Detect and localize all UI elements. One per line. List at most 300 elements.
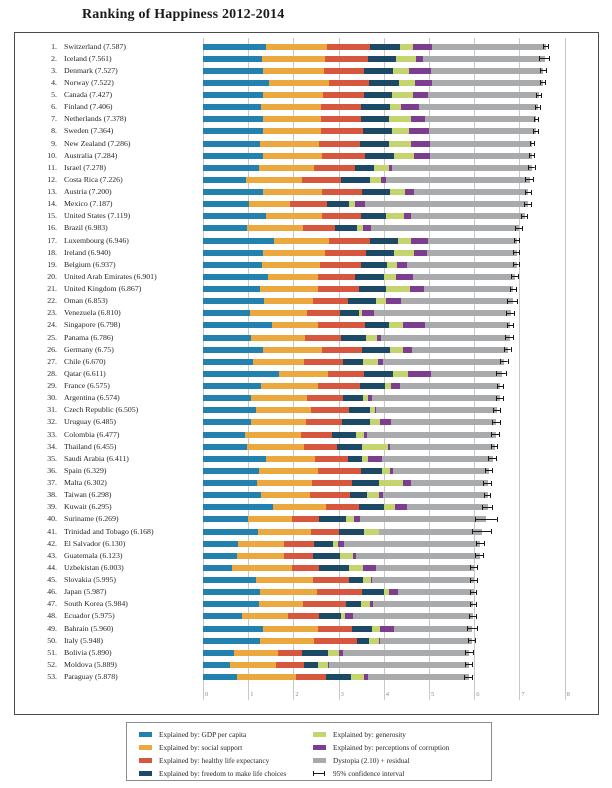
ci-errorbar	[472, 529, 492, 534]
bar-segment-social	[273, 504, 326, 510]
bar-segment-generosity	[390, 347, 403, 353]
stacked-bar	[203, 613, 473, 619]
bar-segment-gdp	[203, 116, 263, 122]
bar-segment-generosity	[400, 44, 413, 50]
bar-segment-health	[326, 504, 359, 510]
rank-label: 20.	[47, 271, 57, 281]
stacked-bar	[203, 662, 469, 668]
bar-segment-gdp	[203, 553, 237, 559]
country-label: Saudi Arabia (6.411)	[64, 453, 129, 463]
bar-segment-social	[260, 638, 314, 644]
stacked-bar	[203, 541, 480, 547]
bar-segment-freedom	[341, 177, 370, 183]
bar-segment-dystopia	[376, 565, 475, 571]
bar-segment-dystopia	[431, 371, 501, 377]
bar-segment-dystopia	[428, 92, 539, 98]
bar-segment-generosity	[387, 262, 397, 268]
bar-segment-health	[320, 262, 361, 268]
stacked-bar	[203, 480, 488, 486]
bar-segment-health	[296, 674, 326, 680]
bar-segment-generosity	[394, 153, 414, 159]
country-label: Costa Rica (7.226)	[64, 174, 123, 184]
bar-segment-freedom	[332, 432, 356, 438]
rank-label: 8.	[51, 126, 57, 136]
bar-segment-dystopia	[372, 395, 500, 401]
bar-segment-dystopia	[414, 189, 528, 195]
bar-segment-generosity	[398, 238, 411, 244]
stacked-bar	[203, 213, 525, 219]
bar-segment-dystopia	[429, 128, 536, 134]
stacked-bar	[203, 516, 486, 522]
legend-item	[139, 768, 286, 778]
stacked-bar	[203, 80, 543, 86]
bar-segment-dystopia	[401, 298, 513, 304]
bar-segment-health	[329, 238, 371, 244]
bar-segment-freedom	[319, 516, 346, 522]
x-tick-label: 6	[476, 691, 480, 698]
bar-segment-social	[247, 444, 304, 450]
bar-segment-dystopia	[412, 347, 508, 353]
stacked-bar	[203, 407, 497, 413]
bar-segment-gdp	[203, 213, 266, 219]
bar-segment-health	[329, 80, 369, 86]
bar-segment-gdp	[203, 650, 234, 656]
bar-segment-dystopia	[382, 456, 492, 462]
bar-segment-freedom	[314, 541, 332, 547]
bar-segment-corruption	[413, 44, 432, 50]
country-label: France (6.575)	[64, 381, 110, 390]
bar-segment-gdp	[203, 589, 260, 595]
bar-segment-dystopia	[386, 177, 530, 183]
bar-segment-dystopia	[365, 201, 528, 207]
country-label: Australia (7.284)	[64, 150, 118, 160]
ci-errorbar	[492, 420, 501, 425]
bar-segment-gdp	[203, 444, 247, 450]
x-tick-label: 2	[295, 691, 299, 698]
ci-errorbar	[465, 650, 474, 655]
bar-segment-dystopia	[360, 516, 486, 522]
bar-segment-gdp	[203, 335, 251, 341]
bar-segment-generosity	[384, 274, 396, 280]
bar-segment-freedom	[362, 347, 390, 353]
bar-segment-dystopia	[379, 529, 482, 535]
bar-segment-generosity	[363, 359, 378, 365]
legend-label: Explained by: perceptions of corruption	[333, 742, 450, 752]
stacked-bar	[203, 371, 502, 377]
bar-segment-health	[307, 395, 343, 401]
ci-errorbar	[525, 190, 532, 195]
legend	[126, 722, 492, 781]
stacked-bar	[203, 116, 536, 122]
legend-swatch-health	[139, 758, 152, 763]
bar-segment-gdp	[203, 383, 261, 389]
ci-errorbar	[507, 323, 514, 328]
country-label: New Zealand (7.286)	[64, 138, 131, 148]
ci-errorbar	[469, 614, 477, 619]
bar-segment-freedom	[357, 638, 369, 644]
rank-label: 19.	[47, 259, 57, 269]
bar-segment-social	[266, 44, 327, 50]
stacked-bar	[203, 565, 474, 571]
stacked-bar	[203, 141, 532, 147]
bar-segment-social	[263, 626, 318, 632]
bar-segment-generosity	[376, 298, 386, 304]
bar-segment-freedom	[361, 213, 386, 219]
bar-segment-health	[325, 250, 365, 256]
rank-label: 47.	[47, 599, 57, 609]
bar-segment-gdp	[203, 189, 263, 195]
bar-segment-corruption	[380, 626, 394, 632]
legend-label: Explained by: generosity	[333, 729, 406, 739]
bar-segment-gdp	[203, 407, 256, 413]
ci-errorbar	[485, 468, 493, 473]
bar-segment-dystopia	[343, 650, 469, 656]
bar-segment-health	[318, 274, 355, 280]
ci-errorbar	[540, 80, 546, 85]
bar-segment-gdp	[203, 104, 261, 110]
stacked-bar	[203, 553, 480, 559]
bar-segment-health	[322, 213, 361, 219]
bar-segment-health	[284, 553, 313, 559]
bar-segment-corruption	[345, 613, 353, 619]
ci-errorbar	[507, 299, 518, 304]
legend-swatch-social	[139, 745, 152, 750]
bar-segment-freedom	[348, 298, 377, 304]
ci-errorbar	[496, 371, 507, 376]
bar-segment-gdp	[203, 274, 268, 280]
ci-errorbar	[528, 165, 535, 170]
bar-segment-social	[250, 310, 307, 316]
bar-segment-gdp	[203, 674, 237, 680]
rank-label: 4.	[51, 77, 57, 87]
stacked-bar	[203, 383, 500, 389]
bar-segment-health	[318, 626, 352, 632]
stacked-bar	[203, 419, 496, 425]
bar-segment-corruption	[403, 322, 425, 328]
country-label: Brazil (6.983)	[64, 223, 108, 233]
page-title: Ranking of Happiness 2012-2014	[82, 7, 285, 22]
bar-segment-corruption	[391, 383, 400, 389]
bar-segment-dystopia	[428, 238, 517, 244]
stacked-bar	[203, 322, 510, 328]
country-label: United Kingdom (6.867)	[64, 284, 142, 293]
country-label: Slovakia (5.995)	[64, 575, 116, 584]
bar-segment-social	[260, 141, 320, 147]
x-tick-label: 1	[250, 691, 254, 698]
bar-segment-social	[274, 238, 329, 244]
stacked-bar	[203, 638, 472, 644]
bar-segment-generosity	[394, 250, 415, 256]
rank-label: 27.	[47, 356, 57, 366]
rank-label: 41.	[47, 526, 57, 536]
x-tick-label: 0	[205, 691, 209, 698]
bar-segment-social	[247, 225, 303, 231]
country-label: Czech Republic (6.505)	[64, 405, 139, 415]
bar-segment-gdp	[203, 529, 258, 535]
country-label: Austria (7.200)	[64, 187, 112, 196]
ci-errorbar	[505, 335, 514, 340]
stacked-bar	[203, 626, 472, 632]
bar-segment-generosity	[379, 480, 402, 486]
rank-label: 13.	[47, 187, 57, 196]
country-label: Mexico (7.187)	[64, 199, 113, 209]
stacked-bar	[203, 153, 532, 159]
rank-label: 40.	[47, 514, 57, 524]
country-label: Bahrain (5.960)	[64, 623, 114, 633]
bar-segment-freedom	[359, 504, 384, 510]
bar-segment-generosity	[349, 565, 363, 571]
bar-segment-dystopia	[344, 541, 480, 547]
country-label: Trinidad and Tobago (6.168)	[64, 526, 154, 536]
bar-segment-gdp	[203, 456, 266, 462]
bar-segment-corruption	[405, 189, 413, 195]
stacked-bar	[203, 201, 528, 207]
ci-errorbar	[539, 56, 550, 61]
country-label: Iceland (7.561)	[64, 53, 112, 63]
bar-segment-gdp	[203, 504, 273, 510]
bar-segment-health	[324, 68, 364, 74]
country-label: Venezuela (6.810)	[64, 308, 121, 318]
ci-errorbar	[470, 590, 477, 595]
bar-segment-freedom	[352, 626, 373, 632]
rank-label: 33.	[47, 429, 57, 439]
bar-segment-freedom	[346, 601, 361, 607]
bar-segment-health	[276, 662, 304, 668]
rank-label: 3.	[51, 65, 57, 75]
bar-segment-social	[263, 250, 325, 256]
bar-segment-generosity	[363, 577, 371, 583]
legend-swatch-gdp	[139, 732, 152, 737]
rank-label: 24.	[47, 320, 57, 330]
stacked-bar	[203, 335, 510, 341]
bar-segment-social	[263, 347, 322, 353]
bar-segment-generosity	[384, 504, 396, 510]
rank-label: 17.	[47, 235, 57, 245]
bar-segment-dystopia	[392, 165, 532, 171]
stacked-bar	[203, 504, 488, 510]
bar-segment-freedom	[337, 444, 362, 450]
bar-segment-gdp	[203, 432, 245, 438]
bar-segment-dystopia	[432, 80, 543, 86]
bar-segment-generosity	[366, 335, 377, 341]
bar-segment-generosity	[386, 286, 409, 292]
ci-errorbar	[497, 384, 504, 389]
bar-segment-corruption	[415, 80, 431, 86]
bar-segment-corruption	[408, 371, 432, 377]
rank-label: 5.	[51, 90, 57, 99]
bar-segment-generosity	[370, 177, 382, 183]
bar-segment-freedom	[319, 613, 341, 619]
bar-segment-social	[263, 189, 322, 195]
rank-label: 1.	[51, 41, 57, 51]
bar-segment-generosity	[364, 529, 378, 535]
bar-segment-corruption	[411, 141, 430, 147]
x-tick-label: 3	[340, 691, 344, 698]
bar-segment-corruption	[355, 201, 365, 207]
bar-segment-gdp	[203, 577, 256, 583]
bar-segment-dystopia	[427, 250, 516, 256]
ci-errorbar	[488, 456, 497, 461]
gridline	[474, 38, 475, 700]
bar-segment-social	[251, 419, 306, 425]
bar-segment-health	[310, 492, 350, 498]
bar-segment-social	[230, 662, 276, 668]
bar-segment-freedom	[363, 128, 393, 134]
bar-segment-gdp	[203, 250, 263, 256]
country-label: Italy (5.948)	[64, 635, 103, 645]
bar-segment-dystopia	[431, 68, 544, 74]
rank-label: 32.	[47, 417, 57, 427]
country-label: Thailand (6.455)	[64, 441, 117, 451]
legend-label: Dystopia (2.10) + residual	[333, 755, 410, 765]
bar-segment-health	[318, 468, 361, 474]
ci-errorbar	[511, 274, 519, 279]
bar-segment-health	[321, 104, 361, 110]
bar-segment-dystopia	[353, 613, 473, 619]
bar-segment-gdp	[203, 626, 263, 632]
bar-segment-generosity	[318, 662, 327, 668]
bar-segment-health	[319, 141, 360, 147]
legend-label: Explained by: social support	[159, 742, 243, 752]
rank-label: 15.	[47, 211, 57, 221]
x-tick-label: 5	[431, 691, 435, 698]
bar-segment-corruption	[410, 286, 425, 292]
bar-segment-social	[242, 613, 288, 619]
country-label: Switzerland (7.587)	[64, 41, 126, 51]
bar-segment-freedom	[361, 104, 390, 110]
bar-segment-generosity	[399, 80, 415, 86]
stacked-bar	[203, 577, 474, 583]
rank-label: 7.	[51, 114, 57, 124]
bar-segment-social	[264, 298, 313, 304]
ci-errorbar	[533, 129, 539, 134]
bar-segment-social	[245, 432, 301, 438]
bar-segment-freedom	[370, 238, 398, 244]
bar-segment-health	[315, 456, 348, 462]
bar-segment-gdp	[203, 141, 260, 147]
rank-label: 46.	[47, 587, 57, 597]
bar-segment-health	[290, 201, 327, 207]
bar-segment-health	[305, 335, 341, 341]
bar-segment-social	[259, 165, 314, 171]
stacked-bar	[203, 492, 488, 498]
rank-label: 16.	[47, 223, 57, 233]
bar-segment-freedom	[349, 407, 370, 413]
bar-segment-freedom	[342, 419, 369, 425]
bar-segment-corruption	[414, 153, 430, 159]
bar-segment-generosity	[357, 225, 364, 231]
country-label: Luxembourg (6.946)	[64, 235, 129, 245]
country-label: Guatemala (6.123)	[64, 550, 123, 560]
country-label: Moldova (5.889)	[64, 659, 117, 669]
bar-segment-dystopia	[373, 601, 473, 607]
country-label: Ireland (6.940)	[64, 247, 111, 257]
bar-segment-generosity	[374, 165, 389, 171]
stacked-bar	[203, 225, 519, 231]
rank-label: 23.	[47, 308, 57, 318]
legend-label: Explained by: freedom to make life choices	[159, 768, 287, 778]
country-label: Oman (6.853)	[64, 296, 108, 306]
country-label: Malta (6.302)	[64, 478, 107, 487]
bar-segment-social	[257, 480, 313, 486]
rank-label: 37.	[47, 478, 57, 487]
ci-errorbar	[513, 262, 519, 267]
bar-segment-dystopia	[367, 432, 496, 438]
bar-segment-dystopia	[419, 104, 537, 110]
bar-segment-freedom	[368, 56, 396, 62]
stacked-bar	[203, 359, 504, 365]
chart-area	[14, 32, 599, 715]
bar-segment-gdp	[203, 613, 242, 619]
bar-segment-social	[261, 492, 310, 498]
country-label: Japan (5.987)	[64, 587, 107, 597]
bar-segment-freedom	[369, 80, 399, 86]
bar-segment-health	[278, 650, 302, 656]
bar-segment-generosity	[389, 116, 411, 122]
bar-segment-freedom	[352, 480, 380, 486]
country-label: Argentina (6.574)	[64, 393, 120, 403]
bar-segment-corruption	[368, 456, 383, 462]
bar-segment-social	[260, 589, 317, 595]
bar-segment-health	[318, 322, 364, 328]
bar-segment-health	[302, 177, 341, 183]
bar-segment-corruption	[409, 68, 431, 74]
stacked-bar	[203, 310, 511, 316]
gridline	[565, 38, 566, 700]
bar-segment-gdp	[203, 238, 274, 244]
bar-segment-dystopia	[329, 662, 469, 668]
bar-segment-health	[318, 286, 359, 292]
bar-segment-corruption	[395, 504, 407, 510]
bar-segment-freedom	[370, 44, 400, 50]
legend-swatch-corruption	[313, 745, 326, 750]
bar-segment-generosity	[390, 104, 401, 110]
bar-segment-health	[312, 480, 351, 486]
ci-errorbar	[529, 153, 535, 158]
rank-label: 9.	[51, 138, 57, 148]
ci-errorbar	[536, 93, 542, 98]
bar-segment-gdp	[203, 262, 262, 268]
country-label: Taiwan (6.298)	[64, 490, 112, 500]
bar-segment-health	[292, 565, 319, 571]
bar-segment-gdp	[203, 419, 251, 425]
rank-label: 39.	[47, 502, 57, 512]
bar-segment-generosity	[393, 371, 408, 377]
bar-segment-freedom	[362, 589, 384, 595]
bar-segment-dystopia	[425, 116, 536, 122]
bar-segment-gdp	[203, 165, 259, 171]
ci-errorbar	[468, 638, 476, 643]
bar-segment-corruption	[403, 480, 411, 486]
bar-segment-corruption	[411, 238, 428, 244]
country-label: Singapore (6.798)	[64, 320, 121, 330]
ci-errorbar	[506, 311, 515, 316]
stacked-bar	[203, 165, 532, 171]
bar-segment-freedom	[350, 492, 368, 498]
bar-segment-gdp	[203, 56, 262, 62]
bar-segment-health	[322, 189, 362, 195]
legend-swatch-freedom	[139, 771, 152, 776]
bar-segment-dystopia	[376, 407, 497, 413]
bar-segment-generosity	[362, 444, 388, 450]
ci-errorbar	[513, 250, 520, 255]
bar-segment-health	[306, 419, 343, 425]
bar-segment-dystopia	[407, 504, 487, 510]
bar-segment-corruption	[413, 92, 428, 98]
stacked-bar	[203, 589, 474, 595]
ci-errorbar	[491, 432, 500, 437]
bar-segment-social	[269, 80, 329, 86]
